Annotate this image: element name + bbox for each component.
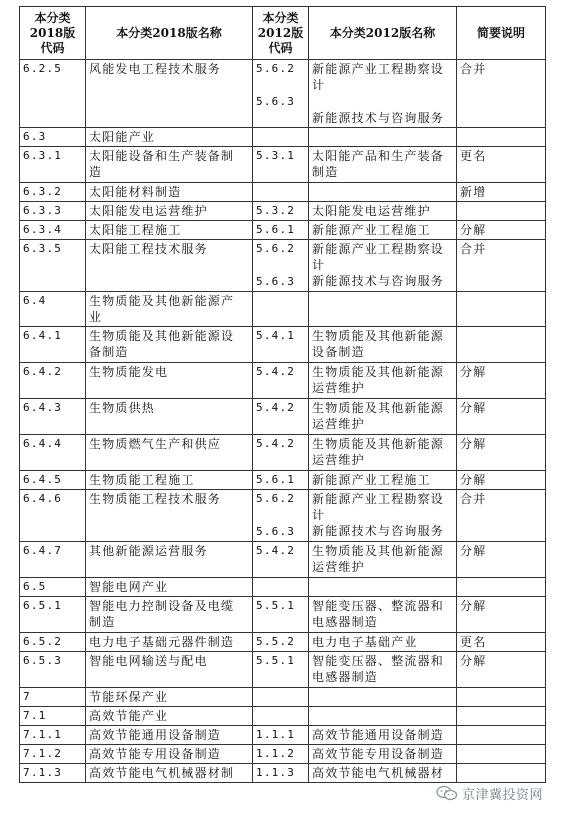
code-2018-cell: 7 <box>20 688 86 707</box>
name-2012-cell <box>309 435 457 471</box>
name-2012-cell <box>309 399 457 435</box>
name-2012-cell <box>309 128 457 147</box>
note-cell <box>457 688 546 707</box>
table-row <box>20 597 546 633</box>
code-2012-cell <box>253 688 309 707</box>
table-row <box>20 652 546 688</box>
name-2012-line: 电感器制造 <box>312 670 379 684</box>
name-2012-line: 运营维护 <box>312 381 365 395</box>
code-2012-cell <box>253 240 309 292</box>
code-2012-cell <box>253 128 309 147</box>
name-2018-line: 节能环保产业 <box>89 690 169 704</box>
table-row <box>20 327 546 363</box>
note-cell: 更名 <box>457 147 546 183</box>
table-body <box>20 60 546 783</box>
code-2012-cell <box>253 327 309 363</box>
name-2018-cell <box>86 726 253 745</box>
name-2018-line: 智能电力控制设备及电缆 <box>89 599 235 613</box>
name-2012-cell <box>309 327 457 363</box>
name-2018-cell <box>86 202 253 221</box>
table-row <box>20 399 546 435</box>
table-row <box>20 471 546 490</box>
header-line: 代码 <box>268 40 293 55</box>
name-2012-line: 运营维护 <box>312 560 365 574</box>
note-cell <box>457 764 546 783</box>
name-2018-line: 风能发电工程技术服务 <box>89 62 222 76</box>
note-cell <box>457 745 546 764</box>
code-2012-cell <box>253 363 309 399</box>
name-2018-line: 制造 <box>89 615 116 629</box>
code-2012-line: 5.6.1 <box>256 473 296 486</box>
code-2012-line: 5.5.2 <box>256 635 296 648</box>
note-cell: 合并 <box>457 490 546 542</box>
name-2018-cell <box>86 688 253 707</box>
name-2012-line: 新能源技术与咨询服务 <box>312 524 445 538</box>
header-note: 简要说明 <box>457 7 546 60</box>
code-2012-cell <box>253 60 309 128</box>
code-2012-cell <box>253 435 309 471</box>
name-2012-cell <box>309 240 457 292</box>
name-2012-line: 运营维护 <box>312 417 365 431</box>
spacer <box>256 507 305 524</box>
code-2018-cell: 6.3.2 <box>20 183 86 202</box>
header-line: 本分类 <box>262 10 299 25</box>
watermark-text: 京津冀投资网 <box>462 787 544 803</box>
table-row <box>20 435 546 471</box>
code-2012-line: 5.4.2 <box>256 544 296 557</box>
code-2012-line: 1.1.2 <box>256 747 296 760</box>
code-2012-cell <box>253 707 309 726</box>
name-2018-line: 高效节能专用设备制造 <box>89 747 222 761</box>
name-2018-cell <box>86 745 253 764</box>
table-row <box>20 707 546 726</box>
name-2018-line: 太阳能发电运营维护 <box>89 204 208 218</box>
name-2012-line: 运营维护 <box>312 453 365 467</box>
table-row <box>20 764 546 783</box>
name-2018-cell <box>86 240 253 292</box>
code-2012-line: 5.6.1 <box>256 223 296 236</box>
table-row <box>20 221 546 240</box>
header-line: 代码 <box>40 40 65 55</box>
table-row <box>20 147 546 183</box>
name-2012-line: 制造 <box>312 165 339 179</box>
name-2018-line: 造 <box>89 165 103 179</box>
table-row <box>20 60 546 128</box>
name-2018-cell <box>86 221 253 240</box>
name-2012-cell <box>309 183 457 202</box>
name-2012-line: 新能源产业工程施工 <box>312 473 431 487</box>
name-2012-line: 计 <box>312 258 326 272</box>
name-2012-line: 新能源技术与咨询服务 <box>312 111 445 125</box>
code-2018-cell: 7.1.3 <box>20 764 86 783</box>
table-row <box>20 633 546 652</box>
name-2012-cell <box>309 363 457 399</box>
code-2012-cell <box>253 578 309 597</box>
name-2018-cell <box>86 435 253 471</box>
code-2012-line: 5.3.2 <box>256 204 296 217</box>
spacer <box>256 257 305 274</box>
name-2012-cell <box>309 745 457 764</box>
table-row <box>20 128 546 147</box>
name-2012-line: 新能源产业工程施工 <box>312 223 431 237</box>
code-2012-line: 1.1.3 <box>256 766 296 779</box>
name-2012-cell <box>309 471 457 490</box>
name-2018-cell <box>86 652 253 688</box>
name-2012-line: 电力电子基础产业 <box>312 635 418 649</box>
name-2018-line: 生物质能及其他新能源设 <box>89 329 235 343</box>
note-cell: 分解 <box>457 363 546 399</box>
code-2018-cell: 6.2.5 <box>20 60 86 128</box>
table-header-row <box>20 7 546 60</box>
name-2018-line: 太阳能工程技术服务 <box>89 242 208 256</box>
code-2012-cell <box>253 542 309 578</box>
code-2018-cell: 6.3.3 <box>20 202 86 221</box>
name-2018-line: 高效节能电气机械器材制 <box>89 766 235 780</box>
name-2012-line: 生物质能及其他新能源 <box>312 401 445 415</box>
name-2018-cell <box>86 183 253 202</box>
name-2012-cell <box>309 147 457 183</box>
name-2012-cell <box>309 221 457 240</box>
code-2012-line: 5.6.2 <box>256 492 296 505</box>
name-2018-cell <box>86 147 253 183</box>
name-2012-cell <box>309 490 457 542</box>
code-2012-line: 5.6.2 <box>256 242 296 255</box>
header-code-2012 <box>253 7 309 60</box>
note-cell <box>457 292 546 327</box>
name-2018-cell <box>86 327 253 363</box>
code-2012-cell <box>253 471 309 490</box>
code-2012-cell <box>253 292 309 327</box>
table-row <box>20 240 546 292</box>
name-2012-cell <box>309 764 457 783</box>
name-2018-cell <box>86 707 253 726</box>
code-2018-cell: 6.4.6 <box>20 490 86 542</box>
header-code-2018 <box>20 7 86 60</box>
table-row <box>20 183 546 202</box>
name-2012-cell <box>309 688 457 707</box>
name-2012-line: 生物质能及其他新能源 <box>312 437 445 451</box>
name-2018-line: 其他新能源运营服务 <box>89 544 208 558</box>
classification-table <box>19 6 546 783</box>
name-2018-line: 电力电子基础元器件制造 <box>89 635 235 649</box>
name-2018-line: 太阳能产业 <box>89 130 156 144</box>
code-2012-cell <box>253 726 309 745</box>
name-2018-cell <box>86 399 253 435</box>
note-cell: 分解 <box>457 471 546 490</box>
table-row <box>20 745 546 764</box>
name-2012-line: 高效节能专用设备制造 <box>312 747 445 761</box>
code-2018-cell: 6.3.5 <box>20 240 86 292</box>
name-2012-line: 新能源产业工程勘察设 <box>312 242 445 256</box>
name-2012-line: 生物质能及其他新能源 <box>312 544 445 558</box>
code-2012-line: 1.1.1 <box>256 728 296 741</box>
name-2018-line: 高效节能产业 <box>89 709 169 723</box>
code-2018-cell: 6.3.1 <box>20 147 86 183</box>
code-2018-cell: 6.4 <box>20 292 86 327</box>
code-2018-cell: 6.5.2 <box>20 633 86 652</box>
note-cell <box>457 128 546 147</box>
note-cell: 分解 <box>457 435 546 471</box>
name-2012-line: 电感器制造 <box>312 615 379 629</box>
name-2012-cell <box>309 597 457 633</box>
name-2012-line: 太阳能发电运营维护 <box>312 204 431 218</box>
code-2018-cell: 6.5.1 <box>20 597 86 633</box>
code-2012-cell <box>253 183 309 202</box>
code-2018-cell: 6.5.3 <box>20 652 86 688</box>
name-2012-line: 高效节能通用设备制造 <box>312 728 445 742</box>
code-2012-line: 5.6.2 <box>256 62 296 75</box>
code-2012-line: 5.6.3 <box>256 275 296 288</box>
name-2018-cell <box>86 764 253 783</box>
spacer <box>256 344 305 361</box>
name-2012-cell <box>309 292 457 327</box>
name-2018-line: 生物质燃气生产和供应 <box>89 437 222 451</box>
header-name-2012: 本分类2012版名称 <box>309 7 457 60</box>
spacer <box>312 93 453 110</box>
name-2012-cell <box>309 542 457 578</box>
code-2012-line: 5.6.3 <box>256 95 296 108</box>
code-2012-line: 5.6.3 <box>256 525 296 538</box>
name-2012-cell <box>309 633 457 652</box>
spacer <box>256 380 305 397</box>
name-2012-cell <box>309 60 457 128</box>
name-2018-line: 生物质供热 <box>89 401 156 415</box>
note-cell: 合并 <box>457 240 546 292</box>
table-row <box>20 490 546 542</box>
name-2012-cell <box>309 202 457 221</box>
spacer <box>256 164 305 181</box>
code-2018-cell: 7.1.1 <box>20 726 86 745</box>
name-2012-line: 高效节能电气机械器材 <box>312 766 445 780</box>
name-2012-line: 生物质能及其他新能源 <box>312 365 445 379</box>
name-2012-line: 新能源产业工程勘察设计 <box>312 62 445 92</box>
table-row <box>20 202 546 221</box>
note-cell: 分解 <box>457 221 546 240</box>
code-2012-line: 5.4.2 <box>256 401 296 414</box>
name-2012-line: 新能源产业工程勘察设 <box>312 492 445 506</box>
code-2012-cell <box>253 399 309 435</box>
name-2012-cell <box>309 707 457 726</box>
code-2018-cell: 6.4.3 <box>20 399 86 435</box>
name-2012-line: 太阳能产品和生产装备 <box>312 149 445 163</box>
note-cell <box>457 726 546 745</box>
code-2018-cell: 6.4.7 <box>20 542 86 578</box>
note-cell <box>457 202 546 221</box>
name-2018-line: 太阳能设备和生产装备制 <box>89 149 235 163</box>
code-2012-cell <box>253 764 309 783</box>
name-2018-line: 业 <box>89 310 103 324</box>
name-2012-cell <box>309 726 457 745</box>
note-cell: 更名 <box>457 633 546 652</box>
spacer <box>256 559 305 576</box>
table-row <box>20 292 546 327</box>
name-2018-line: 生物质能及其他新能源产 <box>89 294 235 308</box>
note-cell: 分解 <box>457 652 546 688</box>
name-2012-line: 智能变压器、整流器和 <box>312 599 445 613</box>
code-2018-cell: 6.3 <box>20 128 86 147</box>
name-2018-line: 生物质能工程施工 <box>89 473 195 487</box>
name-2018-cell <box>86 363 253 399</box>
spacer <box>256 452 305 469</box>
code-2012-cell <box>253 221 309 240</box>
note-cell: 分解 <box>457 399 546 435</box>
note-cell: 分解 <box>457 542 546 578</box>
code-2012-line: 5.4.2 <box>256 437 296 450</box>
code-2018-cell: 6.4.5 <box>20 471 86 490</box>
name-2018-cell <box>86 597 253 633</box>
code-2018-cell: 6.4.4 <box>20 435 86 471</box>
wechat-logo-icon <box>436 785 458 801</box>
header-name-2018: 本分类2018版名称 <box>86 7 253 60</box>
spacer <box>256 416 305 433</box>
name-2018-line: 太阳能材料制造 <box>89 185 182 199</box>
code-2012-cell <box>253 202 309 221</box>
note-cell: 分解 <box>457 597 546 633</box>
note-cell <box>457 327 546 363</box>
note-cell: 合并 <box>457 60 546 128</box>
name-2018-line: 生物质能工程技术服务 <box>89 492 222 506</box>
name-2018-line: 智能电网输送与配电 <box>89 654 208 668</box>
code-2012-cell <box>253 147 309 183</box>
name-2018-cell <box>86 633 253 652</box>
code-2012-cell <box>253 597 309 633</box>
code-2018-cell: 7.1.2 <box>20 745 86 764</box>
name-2018-cell <box>86 490 253 542</box>
name-2012-cell <box>309 578 457 597</box>
note-cell <box>457 578 546 597</box>
code-2018-cell: 7.1 <box>20 707 86 726</box>
code-2012-cell <box>253 633 309 652</box>
note-cell <box>457 707 546 726</box>
spacer <box>256 77 305 94</box>
name-2012-line: 计 <box>312 508 326 522</box>
header-line: 2012版 <box>257 25 304 40</box>
code-2012-line: 5.5.1 <box>256 654 296 667</box>
code-2012-cell <box>253 745 309 764</box>
code-2012-line: 5.4.1 <box>256 329 296 342</box>
header-line: 本分类 <box>34 10 71 25</box>
name-2018-line: 太阳能工程施工 <box>89 223 182 237</box>
table-row <box>20 542 546 578</box>
table-row <box>20 363 546 399</box>
table-row <box>20 578 546 597</box>
name-2018-line: 备制造 <box>89 345 129 359</box>
table-row <box>20 688 546 707</box>
name-2018-cell <box>86 471 253 490</box>
name-2018-line: 高效节能通用设备制造 <box>89 728 222 742</box>
name-2012-line: 设备制造 <box>312 345 365 359</box>
spacer <box>256 669 305 686</box>
note-cell: 新增 <box>457 183 546 202</box>
spacer <box>256 614 305 631</box>
name-2012-line: 智能变压器、整流器和 <box>312 654 445 668</box>
name-2012-line: 新能源技术与咨询服务 <box>312 274 445 288</box>
name-2018-cell <box>86 542 253 578</box>
code-2012-cell <box>253 652 309 688</box>
name-2012-line: 生物质能及其他新能源 <box>312 329 445 343</box>
code-2018-cell: 6.3.4 <box>20 221 86 240</box>
code-2018-cell: 6.5 <box>20 578 86 597</box>
name-2018-line: 生物质能发电 <box>89 365 169 379</box>
code-2012-cell <box>253 490 309 542</box>
name-2018-cell <box>86 578 253 597</box>
name-2018-cell <box>86 292 253 327</box>
watermark <box>436 782 566 804</box>
table-row <box>20 726 546 745</box>
code-2018-cell: 6.4.2 <box>20 363 86 399</box>
name-2012-cell <box>309 652 457 688</box>
code-2018-cell: 6.4.1 <box>20 327 86 363</box>
code-2012-line: 5.5.1 <box>256 599 296 612</box>
name-2018-line: 智能电网产业 <box>89 580 169 594</box>
name-2018-cell <box>86 128 253 147</box>
name-2018-cell <box>86 60 253 128</box>
header-line: 2018版 <box>29 25 76 40</box>
code-2012-line: 5.4.2 <box>256 365 296 378</box>
code-2012-line: 5.3.1 <box>256 149 296 162</box>
